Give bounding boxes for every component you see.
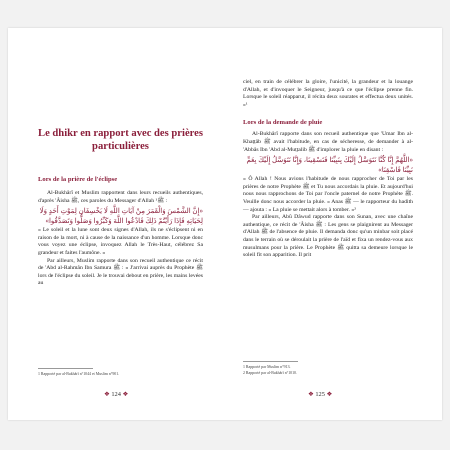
left-page (8, 28, 225, 420)
footnote: 1 Rapporté par Muslim n°913. (243, 365, 291, 369)
section-heading-eclipse: Lors de la prière de l'éclipse (38, 176, 118, 183)
chapter-title: Le dhikr en rapport avec des prières particulières (38, 128, 203, 152)
footnote: 1 Rapporté par al-Bukhârî n°1044 et Muslim n°901. (38, 372, 120, 376)
section-heading-rain: Lors de la demande de pluie (243, 119, 323, 127)
paragraph: Par ailleurs, Muslim rapporte dans son recueil authentique ce récit de 'Abd al-Rahmân Ibn Samura ﷺ : « J'arrivai auprès du Prophète ﷺ lors de l'éclipse du soleil. Je le trouvai debout en prière, les mains levées au (38, 257, 203, 287)
page-number-left (104, 390, 128, 398)
paragraph: ciel, en train de célébrer la gloire, l'unicité, la grandeur et la louange d'Allah, et d'invoquer le Seigneur, jusqu'à ce que l'éclipse prenne fin. Lorsque le soleil réapparut, il récita deux sourates et effectua deux unités. »¹ (243, 79, 413, 108)
arabic-hadith: «إِنَّ الشَّمْسَ وَالْقَمَرَ مِنْ آيَاتِ اللَّهِ لَا يَخْسِفَانِ لِمَوْتِ أَحَدٍ وَلَا لِحَيَاتِهِ فَإِذَا رَأَيْتُمْ ذَلِكَ فَادْعُوا اللَّهَ وَكَبِّرُوا وَصَلُّوا وَتَصَدَّقُوا» (39, 207, 203, 226)
book-spread (8, 28, 442, 420)
paragraph: « Le soleil et la lune sont deux signes d'Allah, ils ne s'éclipsent ni en raison de la mort, ni à cause de la naissance d'un homme. Lorsque donc vous voyez une éclipse, invoquez Allah le Très-Haut, célébrez Sa grandeur et faites l'aumône. » (38, 227, 203, 256)
right-page (225, 28, 442, 420)
page-number: 125 (315, 391, 325, 398)
ornament-icon: ❖ (308, 391, 314, 398)
ornament-icon: ❖ (104, 391, 110, 398)
left-column (38, 175, 203, 288)
paragraph: Par ailleurs, Abû Dâwud rapporte dans son Sunan, avec une chaîne authentique, ce récit de 'Âisha ﷺ : Les gens se plaignirent au Messager d'Allah ﷺ de l'absence de pluie. Il demanda donc qu'un minbar soit placé dans le terrain où se déroulait la prière de l'aïd et fixa un rendez-vous aux musulmans pour la prière. Le Prophète ﷺ quitta sa demeure lorsque le soleil fit son apparition. Il prit (243, 214, 413, 259)
paragraph: Al-Bukhârî et Muslim rapportent dans leurs recueils authentiques, d'après 'Âisha ﷺ, ces paroles du Messager d'Allah ﷺ¹ : (38, 190, 203, 204)
ornament-icon: ❖ (122, 391, 129, 398)
paragraph: Al-Bukhârî rapporte dans son recueil authentique que 'Umar Ibn al-Khaṭṭâb ﷺ avait l'habitude, en cas de sécheresse, de demander à al-'Abbâs Ibn 'Abd al-Muṭṭalib ﷺ d'implorer la pluie en disant : (243, 131, 413, 153)
ornament-icon: ❖ (326, 391, 333, 398)
footnote-rule (243, 361, 298, 362)
paragraph: « Ô Allah ! Nous avions l'habitude de nous rapprocher de Toi par les prières de notre Prophète ﷺ et Tu nous accordais la pluie. Et aujourd'hui nous nous rapprochons de Toi par l'oncle paternel de notre Prophète ﷺ. Veuille donc nous accorder la pluie. » Anas ﷺ — le rapporteur du hadith — ajouta : « La pluie se mettait alors à tomber. »² (243, 176, 413, 213)
footnote-rule (38, 368, 93, 369)
arabic-invocation: «اللَّهُمَّ إِنَّا كُنَّا نَتَوَسَّلُ إِلَيْكَ بِنَبِيِّنَا فَتَسْقِينَا، وَإِنَّا نَتَوَسَّلُ إِلَيْكَ بِعَمِّ نَبِيِّنَا فَاسْقِنَا» (246, 156, 413, 175)
footnote: 2 Rapporté par al-Bukhârî n°1010. (243, 371, 297, 375)
page-number: 124 (111, 391, 121, 398)
right-column (243, 79, 413, 260)
page-number-right (308, 390, 332, 398)
